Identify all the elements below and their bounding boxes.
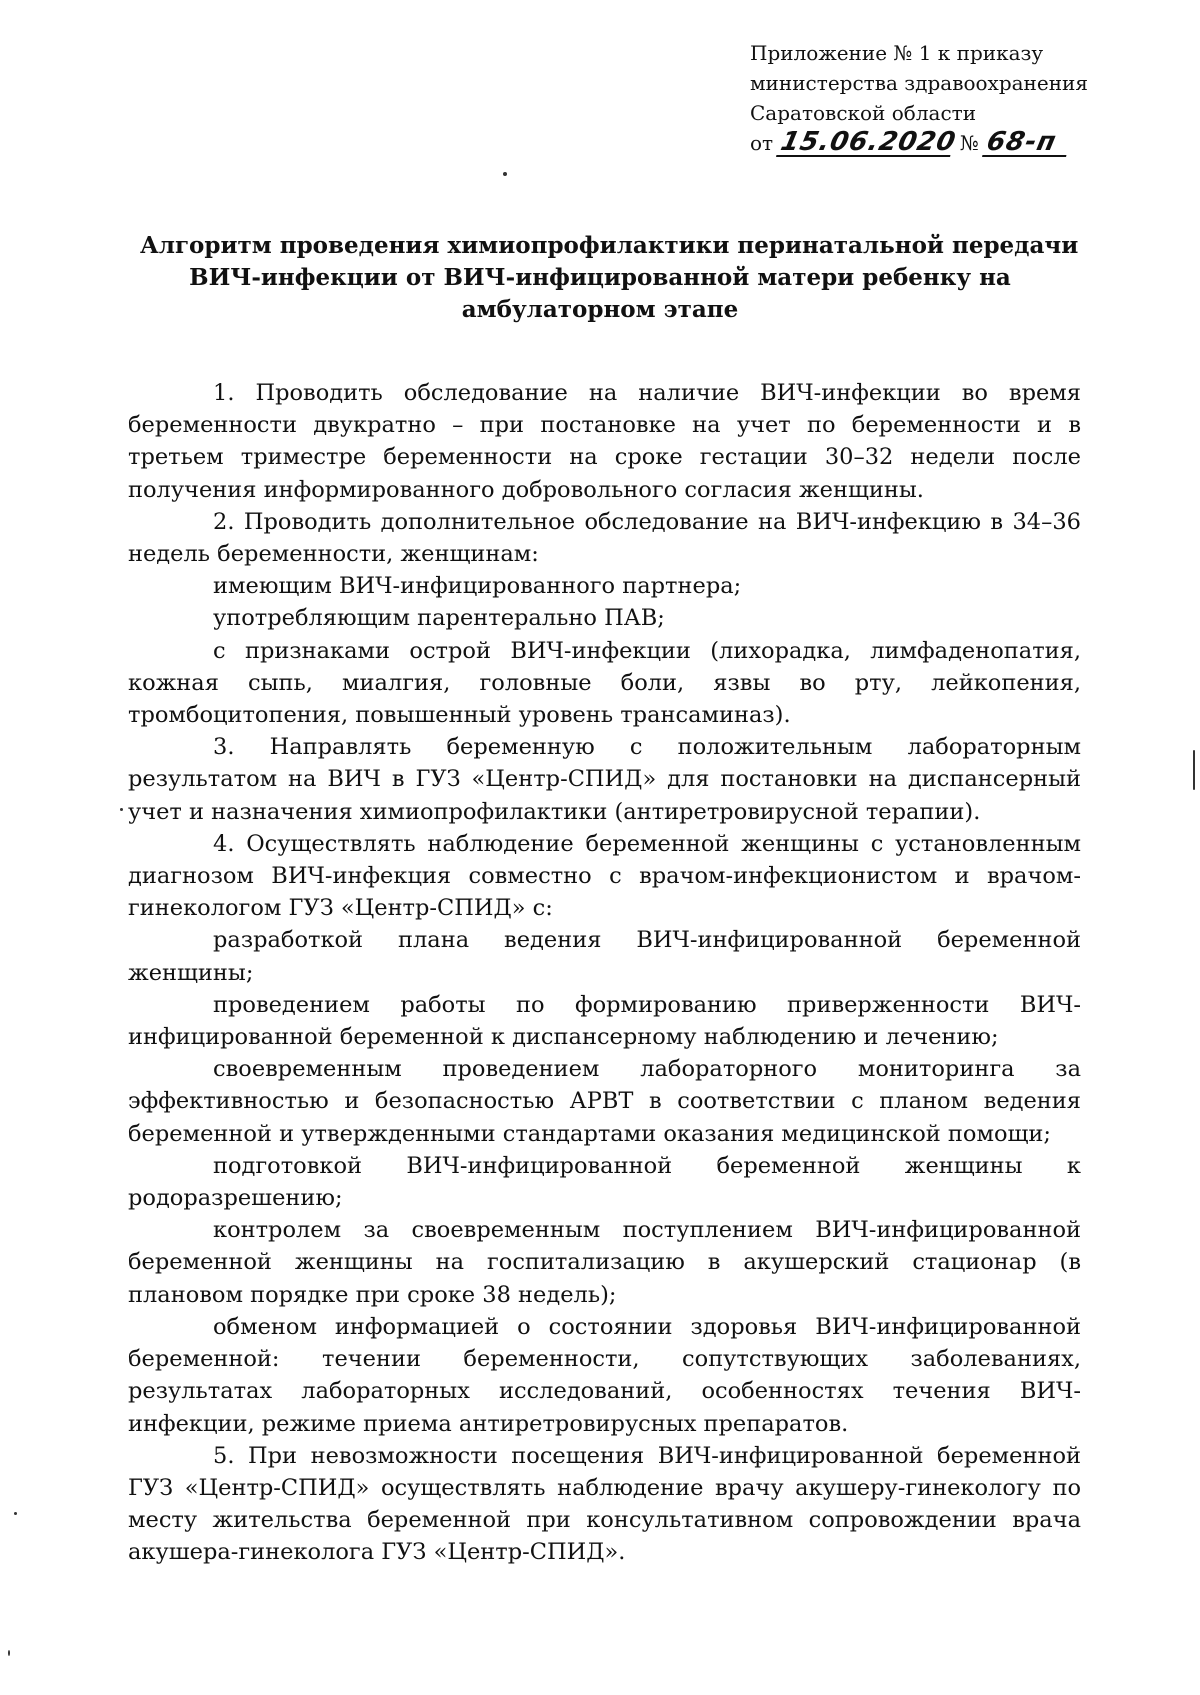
appendix-line-2: министерства здравоохранения	[750, 71, 1088, 95]
appendix-line-1: Приложение № 1 к приказу	[750, 41, 1044, 65]
item-1: 1. Проводить обследование на наличие ВИЧ-инфекции во время беременности двукратно – при постановке на учет по беременности и в третьем триместре беременности на сроке гестации 30–32 недели после получения информированного добровольного согласия женщины.	[128, 380, 1081, 503]
title-line-2: ВИЧ-инфекции от ВИЧ-инфицированной матери ребенку на	[189, 264, 1011, 291]
scan-speck	[8, 1650, 10, 1656]
from-label: от	[750, 131, 774, 155]
scan-speck	[14, 1512, 17, 1515]
item-4-sub-d: подготовкой ВИЧ-инфицированной беременной женщины к родоразрешению;	[128, 1152, 1081, 1212]
handwritten-number: 68-п	[982, 129, 1072, 157]
item-2: 2. Проводить дополнительное обследование на ВИЧ-инфекцию в 34–36 недель беременности, женщинам:	[128, 508, 1081, 568]
item-4-sub-b: проведением работы по формированию приверженности ВИЧ-инфицированной беременной к диспансерному наблюдению и лечению;	[128, 991, 1081, 1051]
item-2-sub-a: имеющим ВИЧ-инфицированного партнера;	[213, 573, 742, 600]
item-3: 3. Направлять беременную с положительным лабораторным результатом на ВИЧ в ГУЗ «Центр-СПИД» для постановки на диспансерный учет и назначения химиопрофилактики (антиретровирусной терапии).	[128, 734, 1081, 825]
title-line-1: Алгоритм проведения химиопрофилактики перинатальной передачи	[140, 232, 1079, 259]
item-4-sub-e: контролем за своевременным поступлением ВИЧ-инфицированной беременной женщины на госпитализацию в акушерский стационар (в плановом порядке при сроке 38 недель);	[128, 1217, 1081, 1308]
document-body	[128, 377, 1081, 1569]
item-4: 4. Осуществлять наблюдение беременной женщины с установленным диагнозом ВИЧ-инфекция совместно с врачом-инфекционистом и врачом-гинекологом ГУЗ «Центр-СПИД» с:	[128, 830, 1081, 922]
item-4-sub-c: своевременным проведением лабораторного мониторинга за эффективностью и безопасностью АРВТ в соответствии с планом ведения беременной и утвержденными стандартами оказания медицинской помощи;	[128, 1056, 1081, 1147]
item-2-sub-c: с признаками острой ВИЧ-инфекции (лихорадка, лимфаденопатия, кожная сыпь, миалгия, головные боли, язвы во рту, лейкопения, тромбоцитопения, повышенный уровень трансаминаз).	[128, 637, 1081, 729]
item-5: 5. При невозможности посещения ВИЧ-инфицированной беременной ГУЗ «Центр-СПИД» осуществлять наблюдение врачу акушеру-гинекологу по месту жительства беременной при консультативном сопровождении врача акушера-гинеколога ГУЗ «Центр-СПИД».	[128, 1442, 1081, 1566]
scan-speck	[120, 808, 123, 811]
order-date-number-line	[750, 128, 1110, 158]
appendix-header	[750, 38, 1110, 158]
scan-speck	[503, 172, 507, 176]
item-2-sub-b: употребляющим парентерально ПАВ;	[213, 605, 665, 632]
scan-mark	[1193, 750, 1195, 790]
number-label: №	[959, 131, 979, 155]
appendix-line-3: Саратовской области	[750, 101, 977, 125]
item-4-sub-f: обменом информацией о состоянии здоровья ВИЧ-инфицированной беременной: течении беременности, сопутствующих заболеваниях, результатах лабораторных исследований, особенностях течения ВИЧ-инфекции, режиме приема антиретровирусных препаратов.	[128, 1313, 1081, 1437]
title-line-3: амбулаторном этапе	[461, 296, 739, 323]
item-4-sub-a: разработкой плана ведения ВИЧ-инфицированной беременной женщины;	[128, 927, 1081, 986]
handwritten-date: 15.06.2020	[778, 127, 960, 157]
document-title	[140, 230, 1079, 326]
